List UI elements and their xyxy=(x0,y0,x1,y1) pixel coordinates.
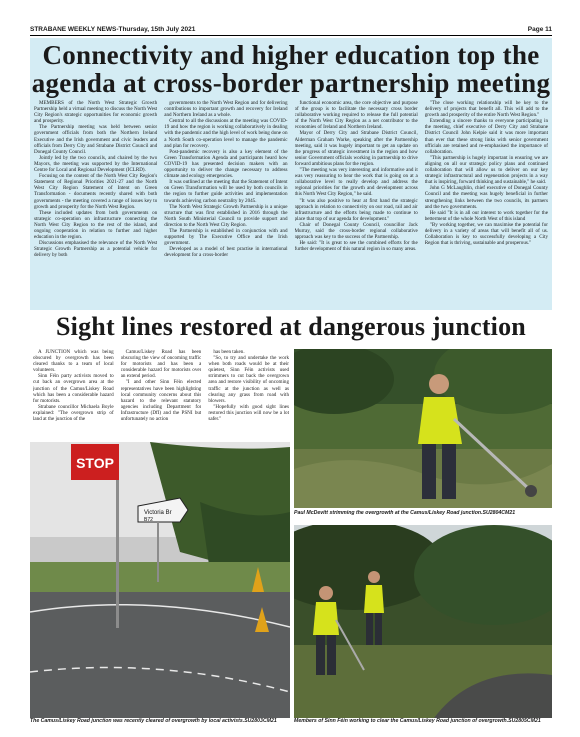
article-paragraph: Focusing on the content of the North West City Region's Statement of Regional Priorities 2021-27 and the North West City Region Statement of Intent on Green Transformation - documents recently shared with both governments - the meeting covered a range of issues key to growth and prosperity for the North West Region. xyxy=(34,173,158,210)
article-paragraph: He said: "It is great to see the combined efforts for the further development of this natural region in so many areas. xyxy=(294,240,418,253)
article-paragraph: The Partnership meeting was held between senior government officials from both the Northern Ireland Executive and the Irish government and civic leaders and officials from Derry City and Strabane District Council and Donegal County Council. xyxy=(34,124,158,155)
stop-sign-text: STOP xyxy=(76,455,114,471)
article-paragraph: MEMBERS of the North West Strategic Growth Partnership held a virtual meeting to discuss the North West City Region's strategic opportunities for economic growth and prosperity. xyxy=(34,100,158,125)
junction-body xyxy=(33,349,289,437)
article-column xyxy=(34,100,157,308)
article-paragraph: "It was also positive to hear at first hand the strategic approach in relation to connectivity on our road, rail and air infrastructure and the efforts being made to continue to place that top of our agenda for development." xyxy=(294,197,418,222)
article-paragraph: The Partnership is established in conjunction with and supported by The Executive Office and the Irish government. xyxy=(164,227,288,247)
article-paragraph: "The meeting was very interesting and informative and it was very reassuring to hear the work that is going on at a collaborative level to really develop and address the regional priorities for the growth and development across this North West City Region," he said. xyxy=(294,167,418,198)
volunteers-photo-caption: Members of Sinn Féin working to clear the Camus/Liskey Road junction of overgrowth.SU2805CM21 xyxy=(294,718,541,724)
article-paragraph: "Hopefully with good sight lines restored this junction will now be a lot safer." xyxy=(208,403,290,423)
strimming-photo-caption: Paul McDevitt strimming the overgrowth at the Camus/Liskey Road junction.SU2804CM21 xyxy=(294,510,516,516)
article-paragraph: "The close working relationship will be key to the delivery of projects that benefit all. This will add to the growth and prosperity of the entire North West Region." xyxy=(424,100,548,119)
article-paragraph: A JUNCTION which was being obscured by overgrowth has been cleared thanks to a team of local volunteers. xyxy=(33,349,114,374)
article-paragraph: "So, to try and undertake the work when both roads would be at their quietest, Sinn Féin activists used strimmers to cut back the overgrown area and restore visibility of oncoming traffic at the junction as well as clearing any grass from road with blowers. xyxy=(208,355,290,404)
article-column xyxy=(164,100,287,308)
article-paragraph: It was outlined at the meeting that the Statement of Intent on Green Transformation will be used by both councils in the region to further guide activities and implementation towards achieving carbon neutrality by 2045. xyxy=(164,179,288,204)
page-header xyxy=(30,26,552,36)
junction-photo-caption: The Camus/Liskey Road junction was recently cleared of overgrowth by local activists.SU2803CM21 xyxy=(30,718,277,724)
article-paragraph: Developed as a model of best practise in international development for a cross-border xyxy=(164,246,288,259)
article-paragraph: He said "It is in all our interest to work together for the betterment of the whole North West of this island xyxy=(424,209,548,222)
article-paragraph: Central to all the discussions at the meeting was COVID-19 and how the region is working collaboratively in dealing with the pandemic and the high level of work being done on a North South co-operation level to manage the pandemic and plan for recovery. xyxy=(164,118,288,149)
article-paragraph: has been taken. xyxy=(213,349,245,355)
publication-date-line: STRABANE WEEKLY NEWS-Thursday, 15th July 2021 xyxy=(30,26,196,33)
partnership-body xyxy=(34,100,548,308)
article-paragraph: "This partnership is hugely important in ensuring we are aligning on all our strategic policy plans and continued collaboration that will allow us to deliver on our key strategic infrastructural and regeneration projects in a way that is inspiring, forward thinking and sustainable," he said. xyxy=(424,154,548,186)
junction-headline: Sight lines restored at dangerous junction xyxy=(56,312,526,341)
article-column xyxy=(425,100,548,308)
partnership-story xyxy=(30,38,552,310)
direction-sign-text: Victoria Br xyxy=(144,510,172,516)
article-paragraph: Post-pandemic recovery is also a key element of the Green Transformation Agenda and participants heard how COVID-19 has presented decision makers with an opportunity to deliver the change necessary to address climate and ecology emergencies. xyxy=(164,148,288,180)
article-paragraph: Jointly led by the two councils, and chaired by the two Mayors, the meeting was supported by the International Centre for Local and Regional Development (ICLRD). xyxy=(34,154,158,174)
article-column xyxy=(121,349,202,437)
article-paragraph: Chair of Donegal County Council, councillor Jack Murray, said the cross-border regional collaborative approach was key to the success of the Partnership. xyxy=(294,221,418,241)
article-paragraph: These included updates from both governments on strategic co-operation on infrastructure connecting the North West City Region to the rest of the island, and ongoing cooperation in relation to further and higher education in the region. xyxy=(34,209,158,241)
article-paragraph: The North West Strategic Growth Partnership is a unique structure that was first established in 2016 through the North South Ministerial Council to provide support and direction to the North West City Region. xyxy=(164,203,288,228)
article-column xyxy=(33,349,114,437)
article-paragraph: Mayor of Derry City and Strabane District Council, Alderman Graham Warke, speaking after the Partnership meeting, said it was hugely important to get an update on the progress of strategic investment in the region and how senior Government officials working in partnership to drive forward ambitious plans for the region. xyxy=(294,130,418,167)
article-paragraph: "By working together, we can maximise the potential for delivery in a variety of areas that will benefit all of us. Collaboration is key to successfully developing a City Region that is thriving, sustainable and prosperous." xyxy=(424,221,548,247)
strimming-photo xyxy=(294,349,552,508)
article-paragraph: Strabane councillor Michaela Boyle explained: "The overgrown strip of land at the junction of the xyxy=(33,403,114,423)
page-number: Page 11 xyxy=(527,26,552,33)
article-paragraph: functional economic area, the core objective and purpose of the group is to facilitate the necessary cross border collaborative working required to release the full potential of the North West City Region as a net contributor to the economies of Ireland and Northern Ireland. xyxy=(294,100,418,131)
junction-photo xyxy=(30,442,290,718)
partnership-headline: Connectivity and higher education top the agenda at cross-border partnership meeting xyxy=(31,40,551,98)
article-column xyxy=(295,100,418,308)
article-paragraph: Camus/Liskey Road has been obscuring the view of oncoming traffic for motorists and has been a considerable hazard for motorists over an extend period. xyxy=(120,349,202,380)
article-paragraph: Extending a sincere thanks to everyone participating in the meeting, chief executive of Derry City and Strabane District Council John Kelpie said it was more important than ever that these strong links with senior government officials are retained and re-emphasised the importance of collaboration. xyxy=(424,118,548,155)
article-paragraph: Discussions emphasised the relevance of the North West Strategic Growth Partnership as a potential vehicle for delivery by both xyxy=(34,240,158,259)
volunteers-photo xyxy=(294,525,552,718)
article-paragraph: "I and other Sinn Féin elected representatives have been highlighting local community concerns about this hazard to the relevant statutory agencies including Department for Infrastructure (DfI) and the PSNI but unfortunately no action xyxy=(120,379,202,423)
article-column xyxy=(208,349,289,437)
article-paragraph: Sinn Féin party activists moved to cut back an overgrown area at the junction of the Camus/Liskey Road which has been a considerable hazard for motorists. xyxy=(33,373,114,404)
article-paragraph: governments to the North West Region and for delivering contributions to important growth and recovery for Ireland and Northern Ireland as a whole. xyxy=(164,100,288,119)
article-paragraph: John G McLaughlin, chief executive of Donegal County Council and the meeting was hugely beneficial in further strengthening links between the two councils, its partners and the two governments. xyxy=(424,185,548,210)
direction-sign-code: B72 xyxy=(144,517,153,523)
